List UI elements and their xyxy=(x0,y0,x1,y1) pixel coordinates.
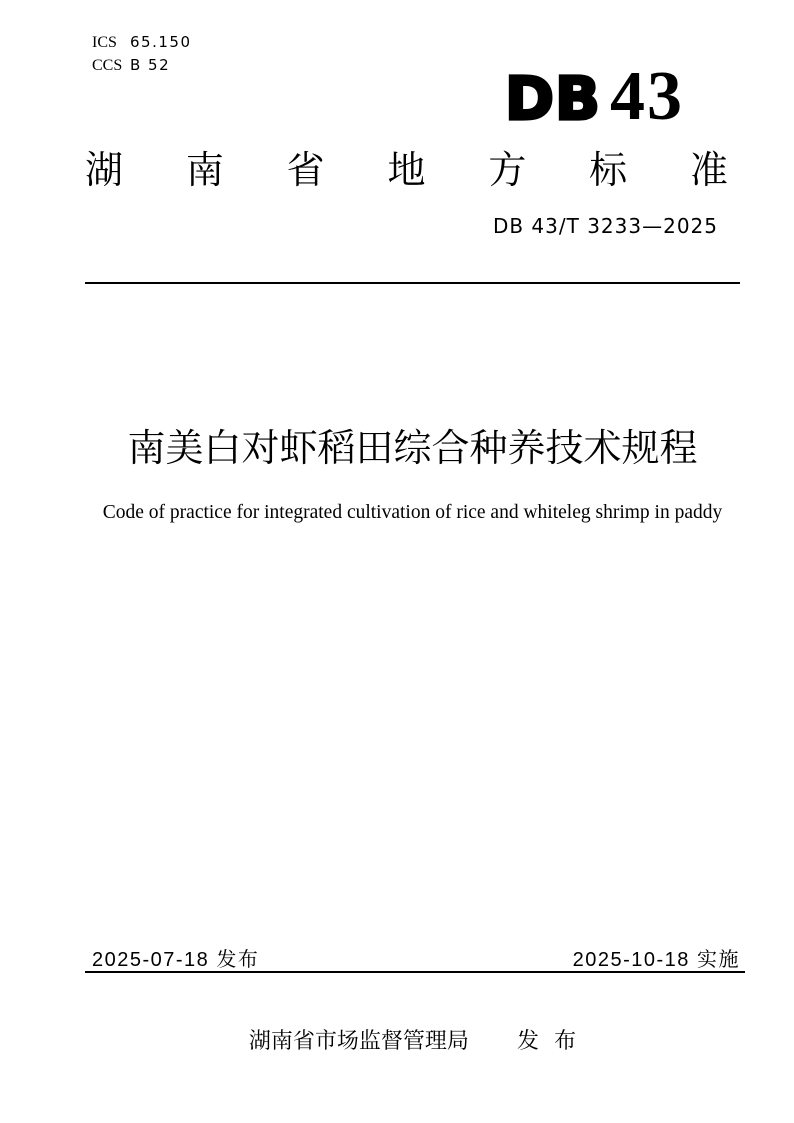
top-rule-divider xyxy=(85,282,740,284)
bottom-rule-divider xyxy=(85,971,745,973)
ccs-value: B 52 xyxy=(130,56,171,74)
standard-number: DB 43/T 3233—2025 xyxy=(492,214,718,238)
ccs-row xyxy=(92,56,192,79)
ccs-label: CCS xyxy=(92,57,123,74)
ics-value: 65.150 xyxy=(130,33,192,51)
db43-logo xyxy=(505,58,684,135)
classification-codes xyxy=(92,33,192,79)
db43-logo-number: 43 xyxy=(609,58,684,135)
issue-date: 2025-07-18 发布 xyxy=(92,949,260,971)
ics-row xyxy=(92,33,192,56)
dates-row xyxy=(85,943,740,972)
document-title-en: Code of practice for integrated cultivation of rice and whiteleg shrimp in paddy xyxy=(102,502,723,523)
document-title-cn: 南美白对虾稻田综合种养技术规程 xyxy=(127,428,698,470)
ics-label: ICS xyxy=(92,34,117,51)
publish-action-label: 发 布 xyxy=(517,1028,577,1053)
implement-date: 2025-10-18 实施 xyxy=(572,949,740,971)
publisher-row xyxy=(85,1024,740,1055)
standard-name-heading: 湖南省地方标准 xyxy=(85,150,728,192)
publisher-name: 湖南省市场监督管理局 xyxy=(248,1028,469,1053)
db43-logo-db: DB xyxy=(505,64,601,133)
